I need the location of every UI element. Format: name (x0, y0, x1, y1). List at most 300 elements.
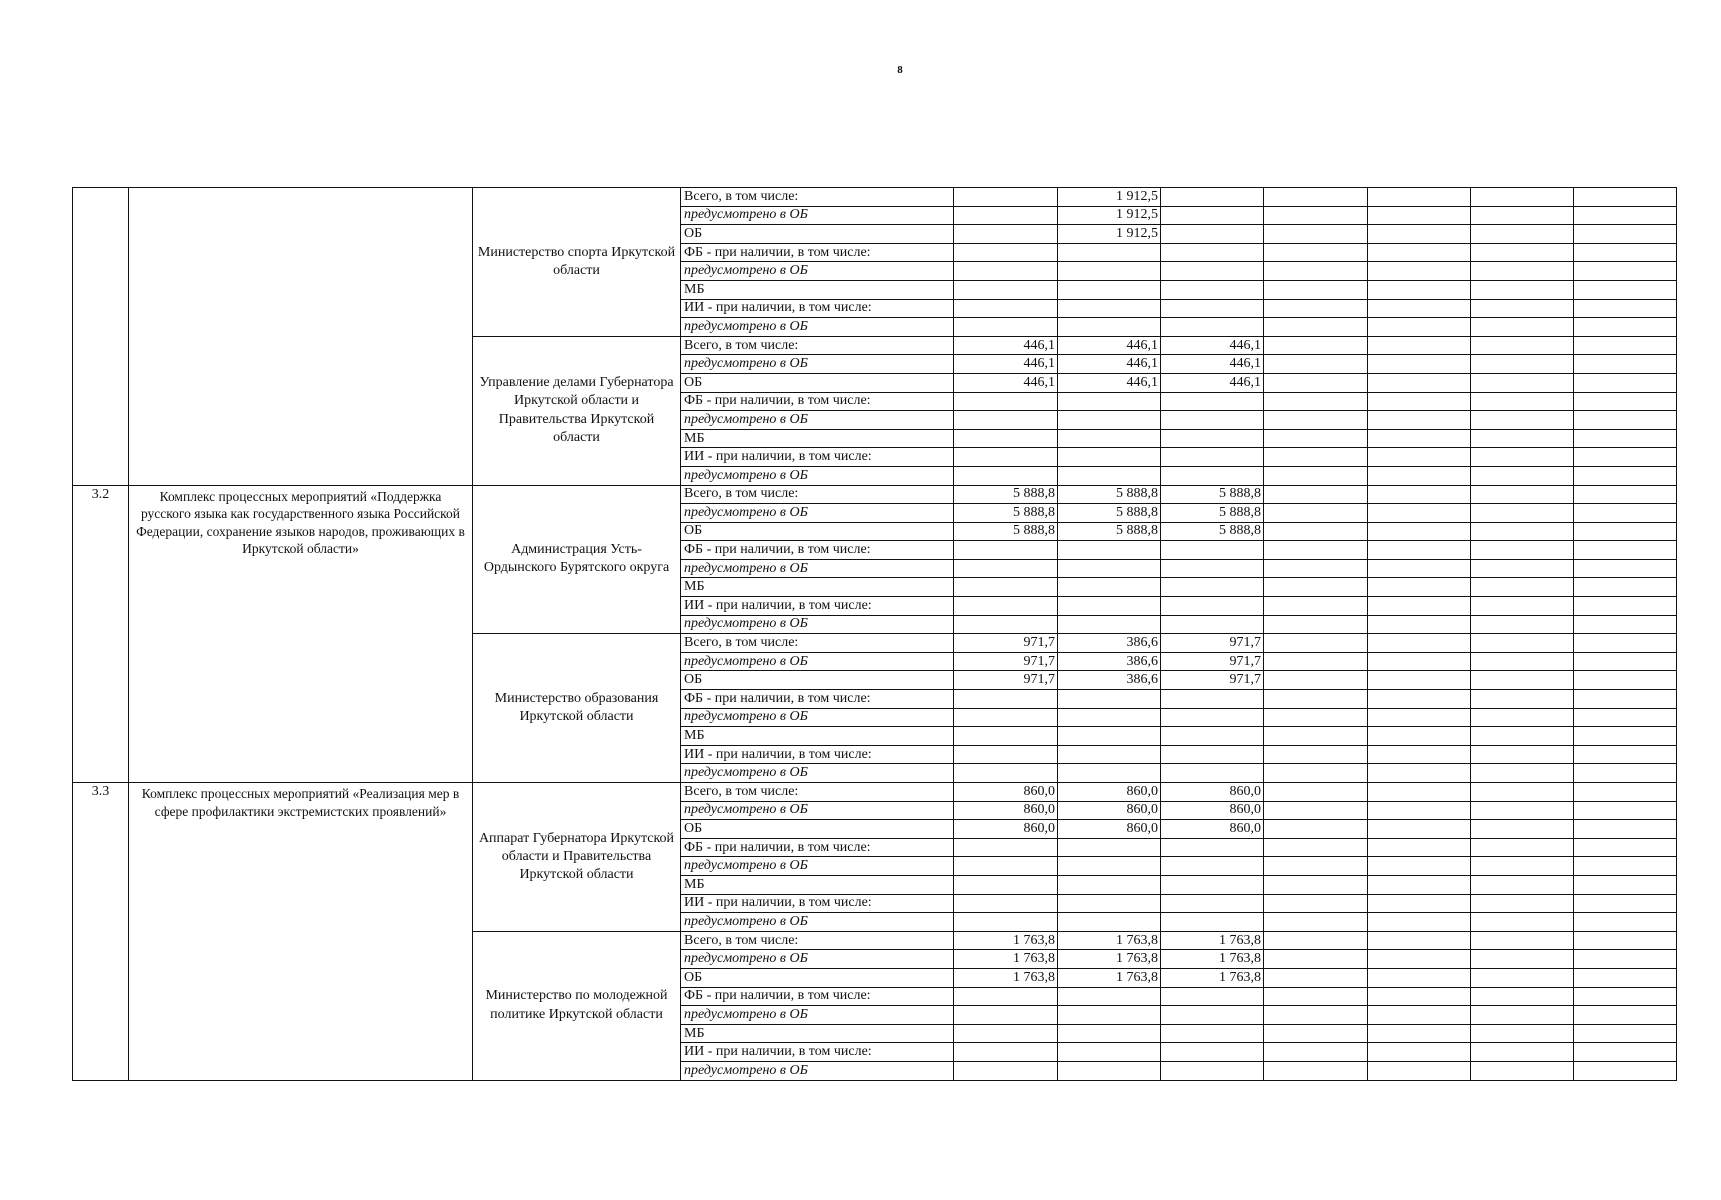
amount-cell (1471, 597, 1574, 616)
funding-source: предусмотрено в ОБ (681, 559, 954, 578)
amount-cell (1368, 838, 1471, 857)
amount-cell (1574, 875, 1677, 894)
amount-cell (1471, 411, 1574, 430)
executor-name: Администрация Усть-Ордынского Бурятского округа (473, 485, 681, 634)
amount-cell (954, 1061, 1058, 1080)
amount-cell (1058, 1061, 1161, 1080)
amount-cell: 446,1 (954, 336, 1058, 355)
amount-cell: 5 888,8 (1058, 504, 1161, 523)
amount-cell (1471, 206, 1574, 225)
amount-cell (1058, 875, 1161, 894)
amount-cell (1161, 894, 1264, 913)
amount-cell (954, 318, 1058, 337)
amount-cell (1574, 838, 1677, 857)
amount-cell (1368, 894, 1471, 913)
amount-cell (1368, 690, 1471, 709)
amount-cell (1368, 262, 1471, 281)
executor-name: Управление делами Губернатора Иркутской области и Правительства Иркутской области (473, 336, 681, 485)
funding-source: МБ (681, 578, 954, 597)
amount-cell (1161, 857, 1264, 876)
amount-cell (954, 597, 1058, 616)
amount-cell (1161, 727, 1264, 746)
amount-cell (1471, 950, 1574, 969)
funding-source: ИИ - при наличии, в том числе: (681, 745, 954, 764)
amount-cell (1264, 690, 1368, 709)
amount-cell (1368, 355, 1471, 374)
amount-cell (1058, 448, 1161, 467)
activity-name: Комплекс процессных мероприятий «Поддержка русского языка как государственного языка Российской Федерации, сохранение языков народов, проживающих в Иркутской области» (129, 485, 473, 783)
amount-cell (1574, 541, 1677, 560)
amount-cell (1471, 652, 1574, 671)
amount-cell (954, 838, 1058, 857)
amount-cell (954, 262, 1058, 281)
amount-cell (1471, 708, 1574, 727)
amount-cell (1574, 299, 1677, 318)
amount-cell: 1 763,8 (1058, 931, 1161, 950)
amount-cell (1058, 764, 1161, 783)
amount-cell (1161, 764, 1264, 783)
amount-cell: 5 888,8 (1161, 485, 1264, 504)
amount-cell (1264, 857, 1368, 876)
item-number: 3.3 (73, 783, 129, 1081)
amount-cell (1264, 783, 1368, 802)
amount-cell (1264, 820, 1368, 839)
funding-source: предусмотрено в ОБ (681, 913, 954, 932)
amount-cell (1161, 448, 1264, 467)
amount-cell (954, 987, 1058, 1006)
amount-cell (1368, 671, 1471, 690)
amount-cell (1471, 541, 1574, 560)
amount-cell (1264, 206, 1368, 225)
amount-cell (1264, 373, 1368, 392)
amount-cell (1368, 913, 1471, 932)
amount-cell (1574, 318, 1677, 337)
amount-cell (1368, 1024, 1471, 1043)
executor-name: Министерство спорта Иркутской области (473, 188, 681, 337)
amount-cell: 971,7 (1161, 652, 1264, 671)
amount-cell (1264, 318, 1368, 337)
amount-cell (1471, 987, 1574, 1006)
amount-cell (1161, 838, 1264, 857)
amount-cell (1574, 820, 1677, 839)
amount-cell (1264, 559, 1368, 578)
funding-source: МБ (681, 875, 954, 894)
amount-cell (954, 299, 1058, 318)
amount-cell (1471, 968, 1574, 987)
amount-cell (1574, 392, 1677, 411)
amount-cell (1264, 987, 1368, 1006)
amount-cell: 5 888,8 (1058, 522, 1161, 541)
amount-cell (1264, 336, 1368, 355)
amount-cell (1574, 783, 1677, 802)
amount-cell (1471, 801, 1574, 820)
amount-cell (1161, 225, 1264, 244)
table-row (73, 783, 1677, 802)
funding-source: предусмотрено в ОБ (681, 764, 954, 783)
amount-cell (1058, 1043, 1161, 1062)
amount-cell (1264, 429, 1368, 448)
amount-cell (1161, 541, 1264, 560)
amount-cell (1264, 1024, 1368, 1043)
funding-source: ФБ - при наличии, в том числе: (681, 987, 954, 1006)
amount-cell (1058, 411, 1161, 430)
amount-cell: 386,6 (1058, 652, 1161, 671)
amount-cell (1161, 1061, 1264, 1080)
amount-cell (1471, 820, 1574, 839)
amount-cell (1574, 634, 1677, 653)
funding-source: ИИ - при наличии, в том числе: (681, 597, 954, 616)
amount-cell (1471, 783, 1574, 802)
amount-cell (1368, 727, 1471, 746)
amount-cell: 1 763,8 (1161, 931, 1264, 950)
amount-cell (954, 727, 1058, 746)
amount-cell: 5 888,8 (1161, 522, 1264, 541)
amount-cell (1574, 950, 1677, 969)
amount-cell (954, 392, 1058, 411)
amount-cell (1058, 913, 1161, 932)
amount-cell (1161, 466, 1264, 485)
amount-cell (1264, 578, 1368, 597)
amount-cell (1264, 1006, 1368, 1025)
amount-cell (1368, 504, 1471, 523)
amount-cell (1574, 522, 1677, 541)
amount-cell (1574, 931, 1677, 950)
amount-cell (954, 429, 1058, 448)
amount-cell (954, 466, 1058, 485)
amount-cell (1471, 485, 1574, 504)
table-body (73, 188, 1677, 1081)
amount-cell: 446,1 (1058, 355, 1161, 374)
amount-cell (1368, 764, 1471, 783)
amount-cell (1161, 280, 1264, 299)
funding-source: Всего, в том числе: (681, 634, 954, 653)
funding-source: предусмотрено в ОБ (681, 1006, 954, 1025)
amount-cell (1264, 875, 1368, 894)
amount-cell (1058, 690, 1161, 709)
amount-cell (1368, 875, 1471, 894)
amount-cell (1368, 336, 1471, 355)
amount-cell (1368, 485, 1471, 504)
amount-cell (1574, 373, 1677, 392)
amount-cell: 860,0 (1058, 801, 1161, 820)
funding-source: Всего, в том числе: (681, 783, 954, 802)
page-number: 8 (897, 64, 903, 76)
amount-cell (1264, 355, 1368, 374)
funding-source: предусмотрено в ОБ (681, 262, 954, 281)
amount-cell (1264, 485, 1368, 504)
amount-cell (1574, 987, 1677, 1006)
amount-cell (1574, 913, 1677, 932)
funding-source: предусмотрено в ОБ (681, 950, 954, 969)
amount-cell (1574, 968, 1677, 987)
amount-cell (1368, 987, 1471, 1006)
amount-cell: 1 763,8 (1058, 950, 1161, 969)
amount-cell (1368, 392, 1471, 411)
amount-cell (1471, 857, 1574, 876)
amount-cell (1264, 541, 1368, 560)
amount-cell: 971,7 (954, 671, 1058, 690)
amount-cell (1574, 206, 1677, 225)
amount-cell (1058, 429, 1161, 448)
table-row (73, 188, 1677, 207)
amount-cell (1471, 225, 1574, 244)
amount-cell (1471, 615, 1574, 634)
amount-cell: 971,7 (954, 652, 1058, 671)
amount-cell (1471, 578, 1574, 597)
amount-cell (1161, 206, 1264, 225)
amount-cell (1574, 894, 1677, 913)
amount-cell (1368, 466, 1471, 485)
amount-cell (1264, 838, 1368, 857)
amount-cell (954, 857, 1058, 876)
funding-source: предусмотрено в ОБ (681, 355, 954, 374)
amount-cell (1161, 1006, 1264, 1025)
funding-source: МБ (681, 280, 954, 299)
amount-cell (1471, 188, 1574, 207)
funding-source: предусмотрено в ОБ (681, 801, 954, 820)
amount-cell: 1 763,8 (954, 931, 1058, 950)
amount-cell (1368, 578, 1471, 597)
amount-cell (1574, 857, 1677, 876)
amount-cell (1368, 373, 1471, 392)
amount-cell (954, 559, 1058, 578)
amount-cell (1574, 597, 1677, 616)
amount-cell (1471, 280, 1574, 299)
amount-cell (1161, 411, 1264, 430)
funding-source: ОБ (681, 671, 954, 690)
amount-cell (1368, 1043, 1471, 1062)
amount-cell: 5 888,8 (1161, 504, 1264, 523)
amount-cell (1471, 373, 1574, 392)
amount-cell (954, 1006, 1058, 1025)
amount-cell (954, 913, 1058, 932)
amount-cell (1574, 1043, 1677, 1062)
amount-cell (1264, 764, 1368, 783)
amount-cell (1161, 875, 1264, 894)
item-number: 3.2 (73, 485, 129, 783)
amount-cell (1368, 429, 1471, 448)
amount-cell: 1 912,5 (1058, 206, 1161, 225)
amount-cell (1368, 1061, 1471, 1080)
amount-cell (1058, 299, 1161, 318)
amount-cell (1471, 634, 1574, 653)
amount-cell (1471, 559, 1574, 578)
amount-cell (1161, 708, 1264, 727)
amount-cell (1368, 615, 1471, 634)
amount-cell (1471, 745, 1574, 764)
amount-cell (1368, 522, 1471, 541)
amount-cell (1574, 671, 1677, 690)
amount-cell (1161, 1024, 1264, 1043)
amount-cell (954, 894, 1058, 913)
amount-cell (954, 615, 1058, 634)
amount-cell (1264, 968, 1368, 987)
amount-cell (1574, 411, 1677, 430)
amount-cell (954, 280, 1058, 299)
amount-cell (1471, 429, 1574, 448)
amount-cell: 860,0 (1161, 801, 1264, 820)
amount-cell (1471, 504, 1574, 523)
budget-table (72, 187, 1677, 1081)
amount-cell (1264, 894, 1368, 913)
amount-cell (954, 708, 1058, 727)
funding-source: ИИ - при наличии, в том числе: (681, 1043, 954, 1062)
amount-cell (1471, 392, 1574, 411)
amount-cell (1058, 727, 1161, 746)
amount-cell (1471, 894, 1574, 913)
amount-cell: 971,7 (1161, 671, 1264, 690)
funding-source: Всего, в том числе: (681, 336, 954, 355)
amount-cell (1264, 597, 1368, 616)
amount-cell (1471, 1043, 1574, 1062)
amount-cell (954, 188, 1058, 207)
amount-cell (954, 745, 1058, 764)
amount-cell: 860,0 (1161, 783, 1264, 802)
amount-cell (1058, 559, 1161, 578)
amount-cell: 1 763,8 (954, 968, 1058, 987)
amount-cell: 1 763,8 (1058, 968, 1161, 987)
amount-cell (1058, 1006, 1161, 1025)
amount-cell (1161, 188, 1264, 207)
amount-cell (1471, 466, 1574, 485)
amount-cell (1264, 950, 1368, 969)
amount-cell (1471, 875, 1574, 894)
amount-cell (1161, 299, 1264, 318)
amount-cell (1368, 968, 1471, 987)
amount-cell (954, 541, 1058, 560)
amount-cell (954, 206, 1058, 225)
amount-cell (954, 690, 1058, 709)
amount-cell (1368, 318, 1471, 337)
amount-cell (1471, 262, 1574, 281)
funding-source: МБ (681, 727, 954, 746)
funding-source: предусмотрено в ОБ (681, 615, 954, 634)
amount-cell (1574, 615, 1677, 634)
amount-cell (1574, 745, 1677, 764)
amount-cell (1264, 745, 1368, 764)
amount-cell (1574, 690, 1677, 709)
executor-name: Аппарат Губернатора Иркутской области и Правительства Иркутской области (473, 783, 681, 932)
amount-cell (1161, 243, 1264, 262)
amount-cell (1368, 188, 1471, 207)
amount-cell (1264, 1061, 1368, 1080)
funding-source: предусмотрено в ОБ (681, 318, 954, 337)
amount-cell (1264, 634, 1368, 653)
amount-cell (1574, 578, 1677, 597)
funding-source: МБ (681, 429, 954, 448)
amount-cell: 446,1 (954, 355, 1058, 374)
amount-cell (1161, 1043, 1264, 1062)
funding-source: предусмотрено в ОБ (681, 206, 954, 225)
amount-cell (1368, 411, 1471, 430)
amount-cell (1161, 987, 1264, 1006)
funding-source: ОБ (681, 968, 954, 987)
amount-cell (1471, 243, 1574, 262)
amount-cell (1368, 541, 1471, 560)
amount-cell (954, 1024, 1058, 1043)
amount-cell (1264, 615, 1368, 634)
amount-cell (1471, 913, 1574, 932)
amount-cell (1471, 355, 1574, 374)
amount-cell: 446,1 (1161, 355, 1264, 374)
amount-cell (1264, 652, 1368, 671)
amount-cell (1574, 336, 1677, 355)
amount-cell (1058, 987, 1161, 1006)
amount-cell (1368, 299, 1471, 318)
amount-cell (954, 448, 1058, 467)
amount-cell (1161, 745, 1264, 764)
amount-cell (1368, 597, 1471, 616)
amount-cell (1264, 913, 1368, 932)
funding-source: предусмотрено в ОБ (681, 708, 954, 727)
amount-cell (1471, 336, 1574, 355)
funding-source: ФБ - при наличии, в том числе: (681, 838, 954, 857)
amount-cell: 1 912,5 (1058, 225, 1161, 244)
amount-cell (1058, 392, 1161, 411)
amount-cell (1058, 578, 1161, 597)
funding-source: ИИ - при наличии, в том числе: (681, 299, 954, 318)
amount-cell (1264, 931, 1368, 950)
item-number (73, 188, 129, 486)
amount-cell (1574, 708, 1677, 727)
amount-cell (1058, 745, 1161, 764)
amount-cell: 446,1 (1161, 373, 1264, 392)
amount-cell (1574, 764, 1677, 783)
amount-cell (1161, 615, 1264, 634)
activity-name (129, 188, 473, 486)
amount-cell (1058, 541, 1161, 560)
amount-cell (954, 875, 1058, 894)
amount-cell (1161, 262, 1264, 281)
amount-cell (1058, 243, 1161, 262)
amount-cell: 860,0 (1058, 820, 1161, 839)
amount-cell (1058, 280, 1161, 299)
amount-cell (1574, 1061, 1677, 1080)
amount-cell (1471, 690, 1574, 709)
amount-cell (1574, 504, 1677, 523)
funding-source: ФБ - при наличии, в том числе: (681, 392, 954, 411)
amount-cell (1471, 931, 1574, 950)
amount-cell (1264, 262, 1368, 281)
amount-cell (954, 225, 1058, 244)
amount-cell (1264, 671, 1368, 690)
amount-cell (1264, 708, 1368, 727)
amount-cell (1161, 318, 1264, 337)
amount-cell (954, 1043, 1058, 1062)
amount-cell (1574, 280, 1677, 299)
amount-cell (1264, 801, 1368, 820)
amount-cell: 1 763,8 (1161, 950, 1264, 969)
funding-source: ОБ (681, 522, 954, 541)
amount-cell (1368, 243, 1471, 262)
amount-cell (954, 578, 1058, 597)
amount-cell (1058, 894, 1161, 913)
amount-cell: 860,0 (954, 820, 1058, 839)
amount-cell (1471, 1061, 1574, 1080)
funding-source: ФБ - при наличии, в том числе: (681, 690, 954, 709)
amount-cell (1264, 727, 1368, 746)
amount-cell (1574, 727, 1677, 746)
amount-cell: 971,7 (1161, 634, 1264, 653)
amount-cell (1161, 597, 1264, 616)
amount-cell (1264, 466, 1368, 485)
funding-source: ОБ (681, 225, 954, 244)
funding-source: ОБ (681, 820, 954, 839)
funding-source: предусмотрено в ОБ (681, 857, 954, 876)
funding-source: ФБ - при наличии, в том числе: (681, 541, 954, 560)
funding-source: предусмотрено в ОБ (681, 466, 954, 485)
funding-source: ИИ - при наличии, в том числе: (681, 448, 954, 467)
